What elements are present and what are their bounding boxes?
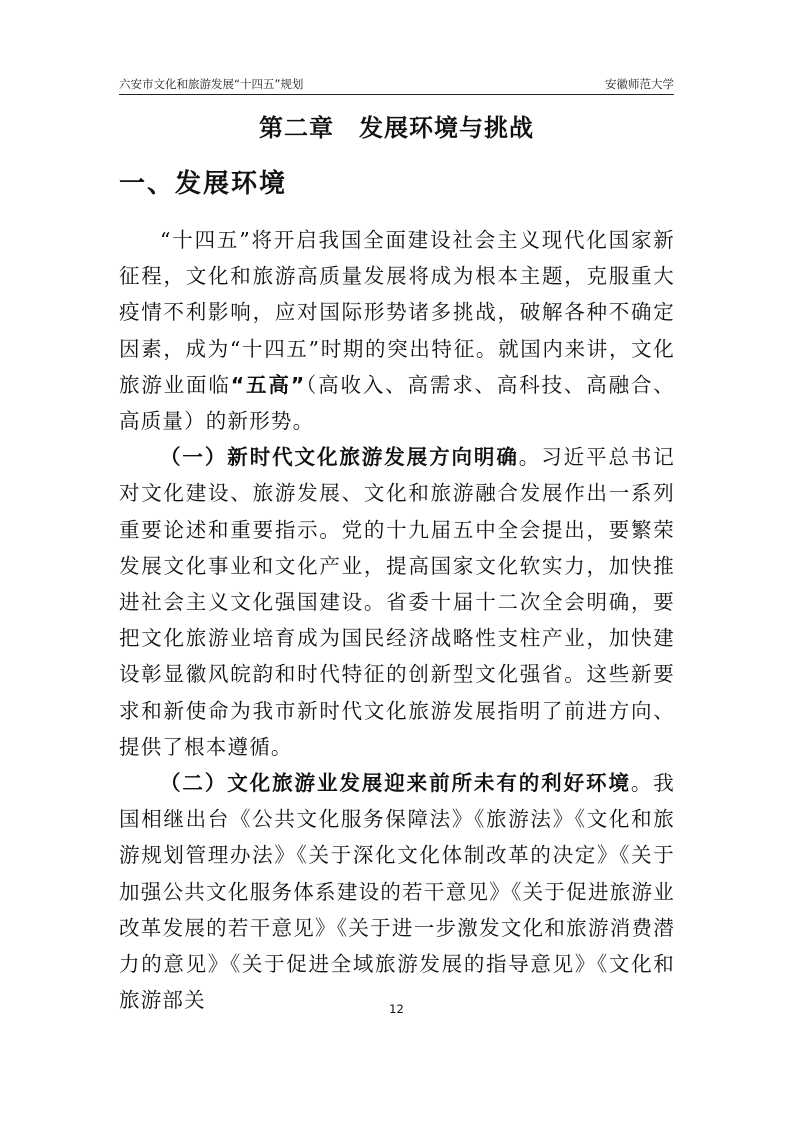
intro-bold-term: “五高” [230,372,306,397]
page-number: 12 [389,1002,404,1016]
chapter-title: 第二章 发展环境与挑战 [259,114,534,142]
item1-heading: （一）新时代文化旅游发展方向明确 [160,445,519,470]
header-organization: 安徽师范大学 [605,77,674,91]
item2-paragraph [119,765,675,1018]
intro-text-end: （高收入、高需求、高科技、高融合、高质量）的新形势。 [119,372,675,434]
item2-heading: （二）文化旅游业发展迎来前所未有的利好环境 [160,771,631,796]
header-document-title: 六安市文化和旅游发展“十四五”规划 [119,77,304,91]
intro-text: “十四五”将开启我国全面建设社会主义现代化国家新征程，文化和旅游高质量发展将成为根本主题，克服重大疫情不利影响，应对国际形势诸多挑战，破解各种不确定因素，成为“十四五”时期的突出特征。就国内来讲，文化旅游业面临 [119,228,675,397]
item1-text: 。习近平总书记对文化建设、旅游发展、文化和旅游融合发展作出一系列重要论述和重要指示。党的十九届五中全会提出，要繁荣发展文化事业和文化产业，提高国家文化软实力，加快推进社会主义文化强国建设。省委十届十二次全会明确，要把文化旅游业培育成为国民经济战略性支柱产业，加快建设彰显徽风皖韵和时代特征的创新型文化强省。这些新要求和新使命为我市新时代文化旅游发展指明了前进方向、提供了根本遵循。 [119,445,675,759]
item2-text: 。我国相继出台《公共文化服务保障法》《旅游法》《文化和旅游规划管理办法》《关于深化文化体制改革的决定》《关于加强公共文化服务体系建设的若干意见》《关于促进旅游业改革发展的若干意见》《关于进一步激发文化和旅游消费潜力的意见》《关于促进全域旅游发展的指导意见》《文化和旅游部关 [119,771,675,1013]
section-title: 一、发展环境 [119,169,288,199]
item1-paragraph [119,439,675,765]
intro-paragraph [119,222,675,439]
page-header [119,72,674,95]
body-text [119,222,675,1018]
